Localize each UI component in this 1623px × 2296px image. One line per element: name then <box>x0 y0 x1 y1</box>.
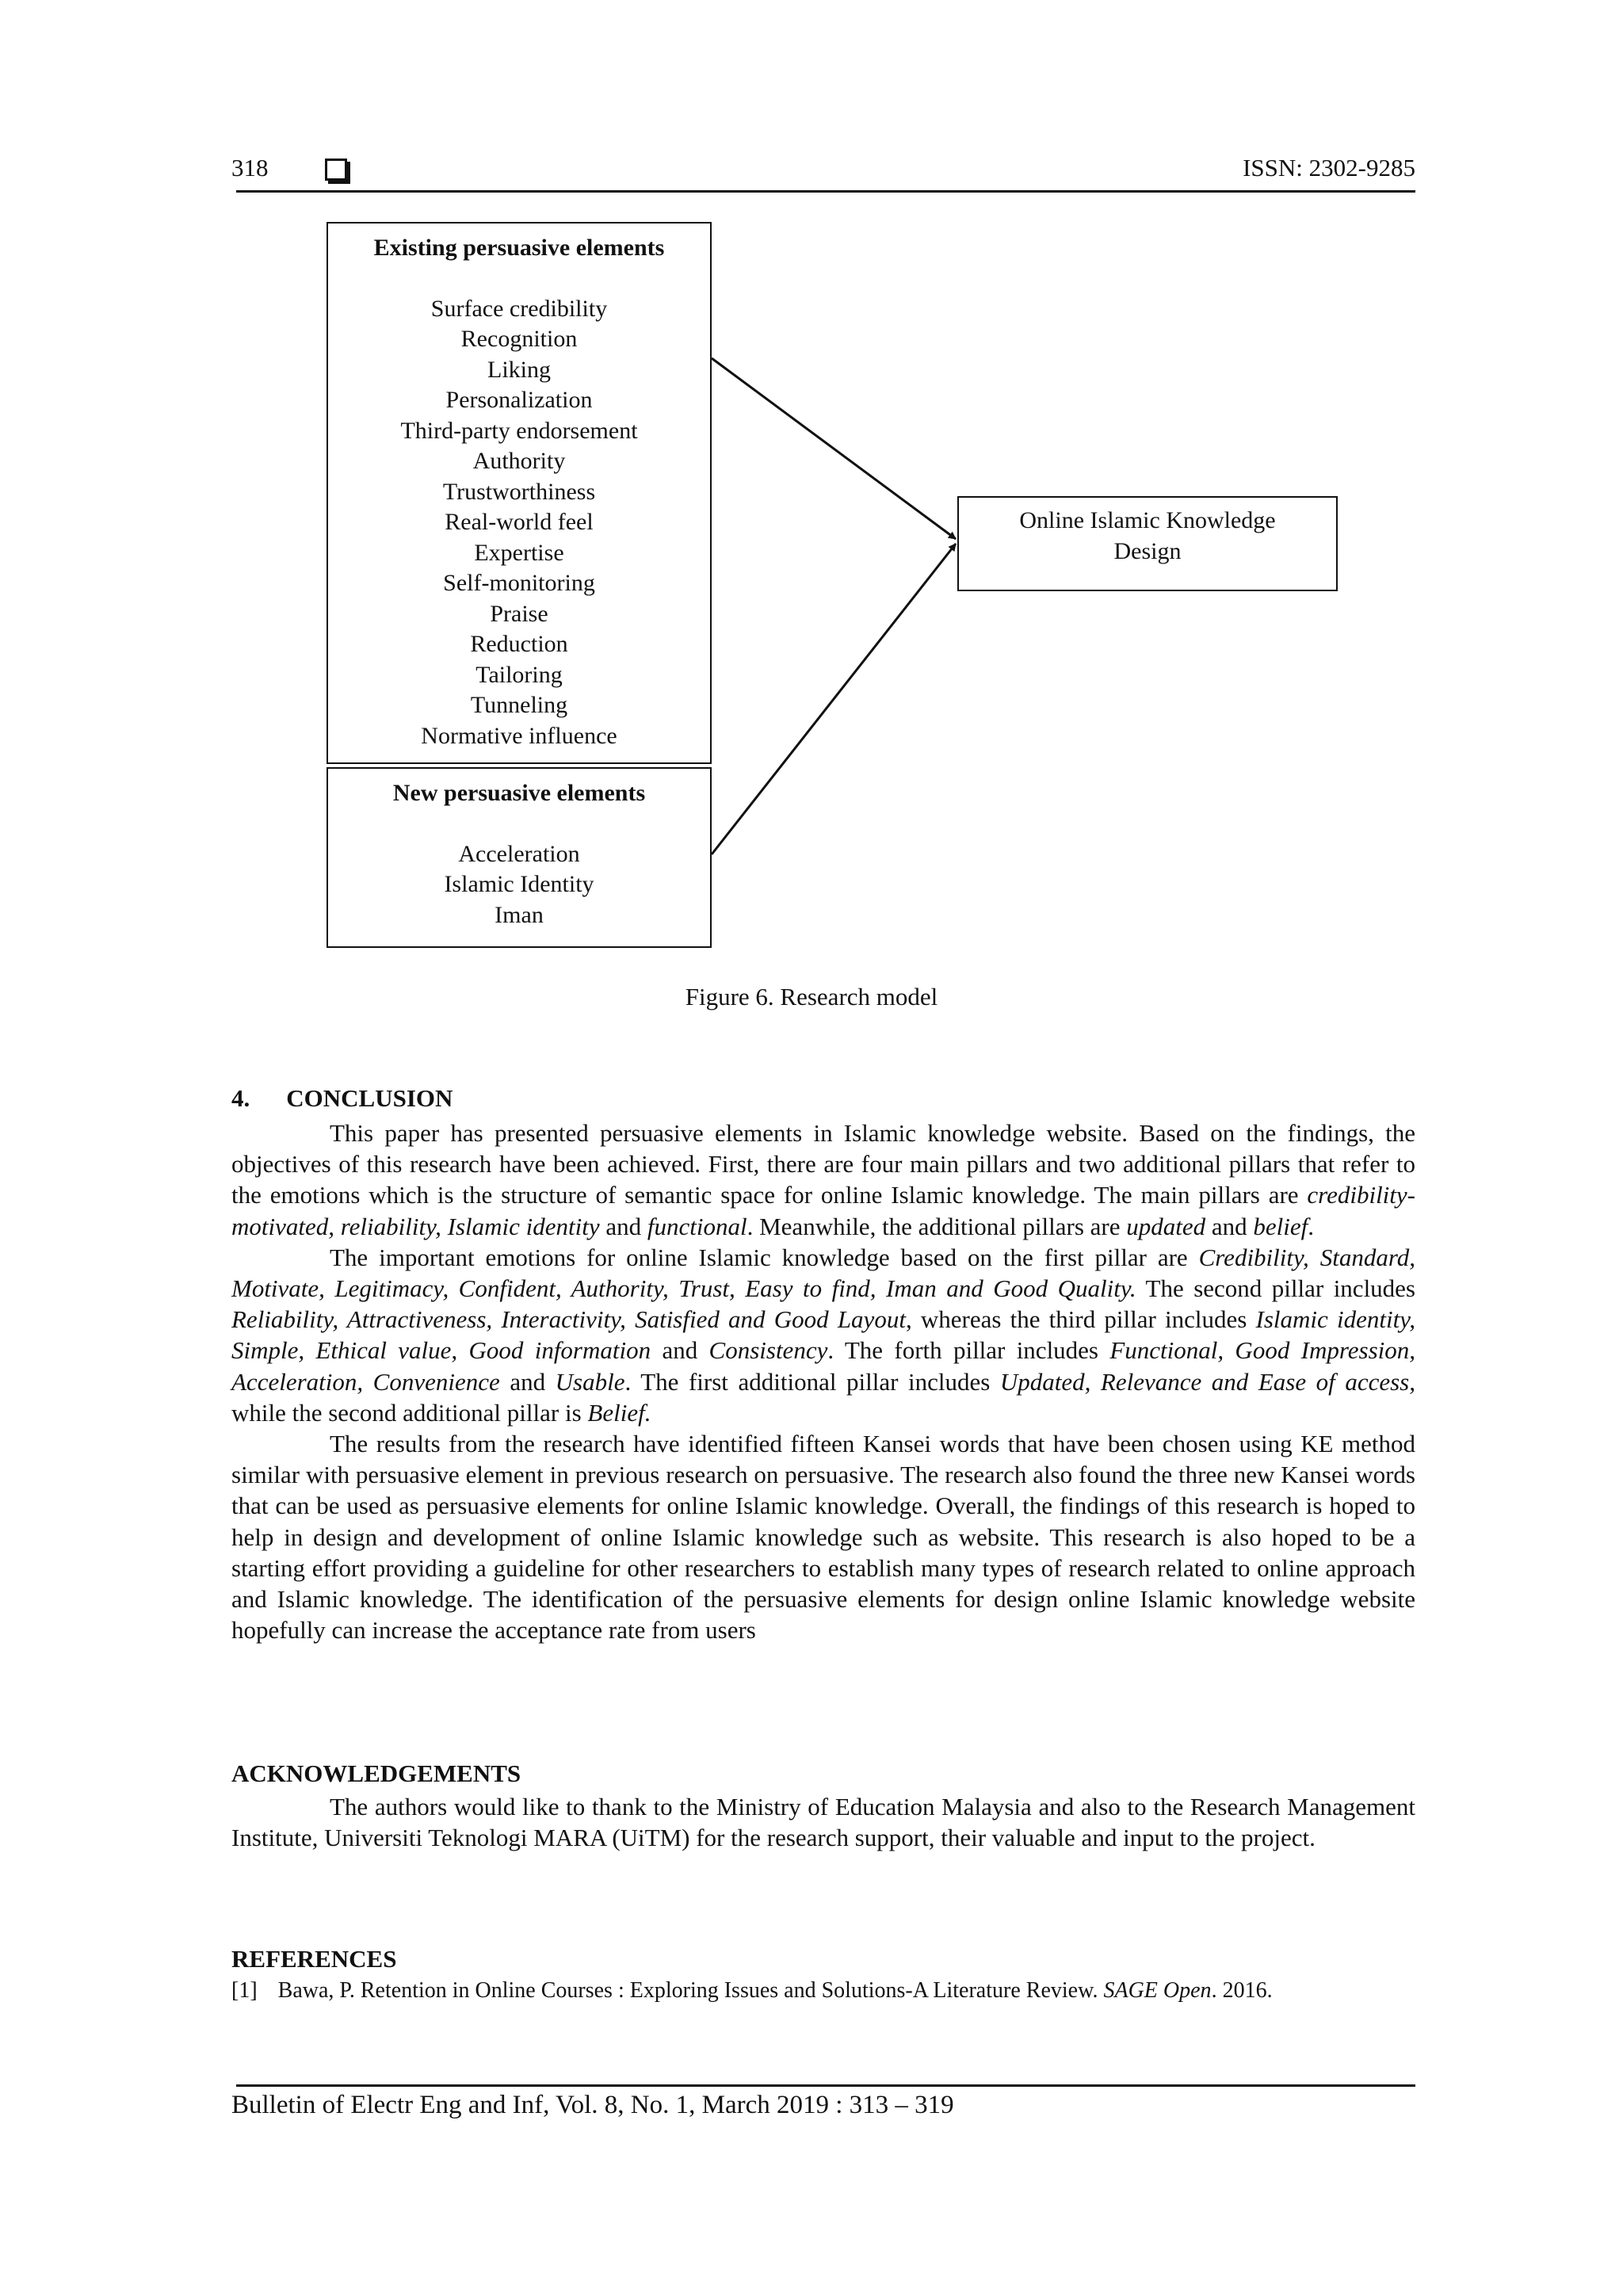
new-item: Islamic Identity <box>444 871 594 897</box>
conclusion-body <box>231 1117 1415 1645</box>
conclusion-paragraph-3: The results from the research have identified fifteen Kansei words that have been chosen using KE method similar with persuasive element in previous research on persuasive. The research also found the three new Kansei words that can be used as persuasive elements for online Islamic knowledge. Overall, the findings of this research is hoped to help in design and development of online Islamic knowledge such as website. This research is also hoped to be a starting effort providing a guideline for other researchers to establish many types of research related to online approach and Islamic knowledge. The identification of the persuasive elements for design online Islamic knowledge website hopefully can increase the acceptance rate from users <box>231 1430 1415 1645</box>
new-elements-title: New persuasive elements <box>392 780 646 806</box>
existing-item: Liking <box>487 356 551 383</box>
reference-number: [1] <box>231 1978 258 2003</box>
references-heading: REFERENCES <box>231 1945 397 1973</box>
issn: ISSN: 2302-9285 <box>1243 154 1415 181</box>
existing-item: Tailoring <box>475 661 563 688</box>
figure-arrows <box>0 0 1623 1030</box>
existing-item: Surface credibility <box>430 295 608 322</box>
existing-item: Praise <box>490 600 548 627</box>
acknowledgements-heading: ACKNOWLEDGEMENTS <box>231 1759 521 1787</box>
footer-citation: Bulletin of Electr Eng and Inf, Vol. 8, No. 1, March 2019 : 313 – 319 <box>231 2091 954 2119</box>
section-title: CONCLUSION <box>286 1084 453 1112</box>
figure-caption: Figure 6. Research model <box>685 983 938 1010</box>
reference-journal: SAGE Open <box>1103 1978 1212 2003</box>
reference-item: [1] Bawa, P. Retention in Online Courses : Exploring Issues and Solutions-A Literature Review. SAGE Open. 2016. <box>231 1978 1273 2003</box>
existing-item: Trustworthiness <box>442 478 596 505</box>
arrow-existing-to-output <box>712 358 956 539</box>
conclusion-heading <box>231 1084 453 1113</box>
acknowledgements-body <box>231 1791 1415 1853</box>
conclusion-paragraph-2: The important emotions for online Islamic knowledge based on the first pillar are Credibility, Standard, Motivate, Legitimacy, Confident, Authority, Trust, Easy to find, Iman and Good Quality. The second pillar includes Reliability, Attractiveness, Interactivity, Satisfied and Good Layout, whereas the third pillar includes Islamic identity, Simple, Ethical value, Good information and Consistency. The forth pillar includes Functional, Good Impression, Acceleration, Convenience and Usable. The first additional pillar includes Updated, Relevance and Ease of access, while the second additional pillar is Belief. <box>231 1243 1416 1427</box>
existing-item: Recognition <box>460 326 578 352</box>
page-number: 318 <box>231 154 269 181</box>
existing-item: Self-monitoring <box>443 570 595 596</box>
new-item: Acceleration <box>458 840 580 867</box>
new-item: Iman <box>495 901 544 928</box>
existing-item: Authority <box>472 448 566 474</box>
existing-item: Tunneling <box>470 692 568 718</box>
existing-item: Expertise <box>474 539 564 566</box>
footer-rule <box>236 2084 1415 2087</box>
existing-elements-title: Existing persuasive elements <box>373 235 665 261</box>
existing-item: Reduction <box>470 631 568 657</box>
existing-item: Third-party endorsement <box>400 417 638 444</box>
conclusion-paragraph-1: This paper has presented persuasive elements in Islamic knowledge website. Based on the findings, the objectives of this research have been achieved. First, there are four main pillars and two additional pillars that refer to the emotions which is the structure of semantic space for online Islamic knowledge. The main pillars are credibility-motivated, reliability, Islamic identity and functional. Meanwhile, the additional pillars are updated and belief. <box>231 1119 1415 1240</box>
existing-item: Personalization <box>445 387 593 413</box>
section-number: 4. <box>231 1084 250 1112</box>
output-label-line1: Online Islamic Knowledge <box>1019 507 1276 533</box>
existing-item: Real-world feel <box>445 509 594 535</box>
output-label-line2: Design <box>1113 537 1182 564</box>
arrow-new-to-output <box>712 544 956 854</box>
acknowledgements-text: The authors would like to thank to the Ministry of Education Malaysia and also to the Research Management Institute, Universiti Teknologi MARA (UiTM) for the research support, their valuable and input to the project. <box>231 1793 1415 1852</box>
existing-item: Normative influence <box>421 722 617 749</box>
